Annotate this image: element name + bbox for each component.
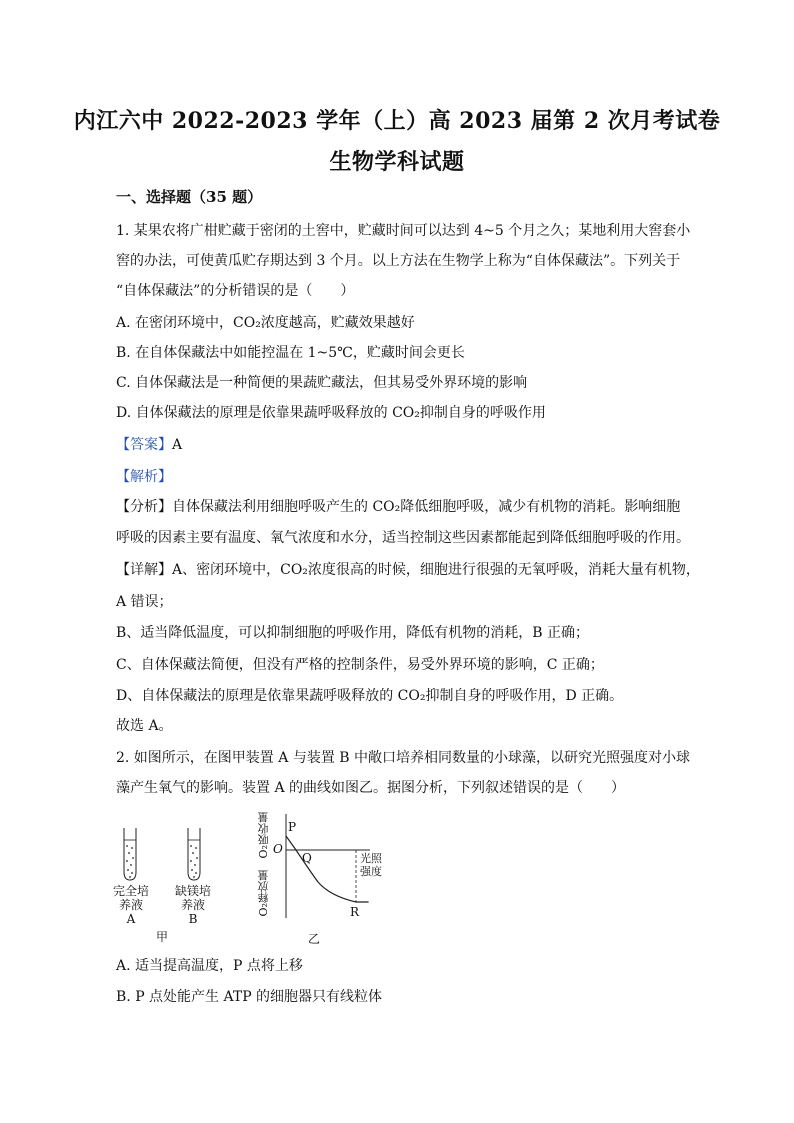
y-bottom-label: O₂释放量 bbox=[257, 870, 270, 917]
q1-conclusion: 故选 A。 bbox=[116, 718, 173, 734]
q1-option-d: D. 自体保藏法的原理是依靠果蔬呼吸释放的 CO₂抑制自身的呼吸作用 bbox=[116, 405, 546, 421]
tube-b bbox=[188, 828, 200, 880]
q2-figure bbox=[112, 808, 402, 948]
x-axis-label-1: 光照 bbox=[360, 852, 382, 865]
detail-text-1: A、密闭环境中，CO₂浓度很高的时候，细胞进行很强的无氧呼吸，消耗大量有机物， bbox=[172, 562, 700, 578]
q1-detail-line2: A 错误； bbox=[116, 594, 173, 610]
q1-option-b: B. 在自体保藏法中如能控温在 1~5℃，贮藏时间会更长 bbox=[116, 345, 465, 361]
q1-fenxi-line2: 呼吸的因素主要有温度、氧气浓度和水分，适当控制这些因素都能起到降低细胞呼吸的作用。 bbox=[116, 530, 690, 546]
x-axis-label bbox=[360, 852, 382, 878]
tube-a-letter: A bbox=[126, 912, 136, 926]
tube-b-label-2: 养液 bbox=[180, 898, 205, 912]
answer-tag: 【答案】 bbox=[116, 437, 172, 453]
q1-stem-line3: “自体保藏法”的分析错误的是（ ） bbox=[116, 283, 355, 299]
point-p-label: P bbox=[288, 820, 297, 834]
q1-fenxi-line1 bbox=[116, 498, 686, 516]
tube-b-label-1: 缺镁培 bbox=[174, 884, 211, 898]
q1-stem-line2: 窖的办法，可使黄瓜贮存期达到 3 个月。以上方法在生物学上称为“自体保藏法”。下列关于 bbox=[116, 253, 681, 269]
q1-detail-line3: B、适当降低温度，可以抑制细胞的呼吸作用，降低有机物的消耗，B 正确； bbox=[116, 625, 590, 641]
q2-stem-line2: 藻产生氧气的影响。装置 A 的曲线如图乙。据图分析，下列叙述错误的是（ ） bbox=[116, 780, 626, 796]
figure-yi-label: 乙 bbox=[307, 932, 320, 946]
exam-title: 内江六中 2022-2023 学年（上）高 2023 届第 2 次月考试卷 bbox=[73, 108, 721, 134]
exam-subtitle: 生物学科试题 bbox=[329, 149, 465, 175]
point-r-label: R bbox=[350, 905, 360, 919]
section-heading: 一、选择题（35 题） bbox=[116, 188, 263, 206]
q1-option-a: A. 在密闭环境中，CO₂浓度越高，贮藏效果越好 bbox=[116, 315, 415, 331]
q2-option-b: B. P 点处能产生 ATP 的细胞器只有线粒体 bbox=[116, 989, 383, 1005]
figure-jia-label: 甲 bbox=[155, 930, 168, 944]
tube-a bbox=[124, 828, 136, 880]
q1-stem-line1: 1. 某果农将广柑贮藏于密闭的土窖中，贮藏时间可以达到 4~5 个月之久；某地利用大窖套小 bbox=[116, 223, 691, 239]
tube-b-label bbox=[174, 884, 212, 926]
q1-option-c: C. 自体保藏法是一种简便的果蔬贮藏法，但其易受外界环境的影响 bbox=[116, 375, 528, 391]
xiangjie-tag: 【详解】 bbox=[116, 562, 172, 578]
q2-option-a: A. 适当提高温度，P 点将上移 bbox=[116, 958, 303, 974]
q1-detail-line4: C、自体保藏法简便，但没有严格的控制条件，易受外界环境的影响，C 正确； bbox=[116, 657, 604, 673]
light-curve-graph bbox=[286, 814, 370, 918]
point-q-label: Q bbox=[302, 851, 312, 865]
analysis-tag: 【解析】 bbox=[116, 469, 172, 485]
tube-a-label-1: 完全培 bbox=[112, 884, 149, 898]
tube-a-label-2: 养液 bbox=[118, 898, 143, 912]
q1-detail-line5: D、自体保藏法的原理是依靠果蔬呼吸释放的 CO₂抑制自身的呼吸作用，D 正确。 bbox=[116, 688, 624, 704]
y-top-label: O₂吸收量 bbox=[257, 812, 270, 859]
q1-answer bbox=[116, 436, 686, 454]
fenxi-tag: 【分析】 bbox=[116, 499, 172, 515]
fenxi-text-1: 自体保藏法利用细胞呼吸产生的 CO₂降低细胞呼吸，减少有机物的消耗。影响细胞 bbox=[172, 499, 681, 515]
tube-a-label bbox=[112, 884, 150, 926]
q2-stem-line1: 2. 如图所示，在图甲装置 A 与装置 B 中敞口培养相同数量的小球藻，以研究光照强度对小球 bbox=[116, 750, 691, 766]
tube-b-letter: B bbox=[188, 912, 198, 926]
x-axis-label-2: 强度 bbox=[360, 865, 382, 878]
answer-value: A bbox=[172, 437, 183, 453]
origin-label: O bbox=[273, 842, 283, 856]
q1-detail-line1 bbox=[116, 561, 700, 579]
